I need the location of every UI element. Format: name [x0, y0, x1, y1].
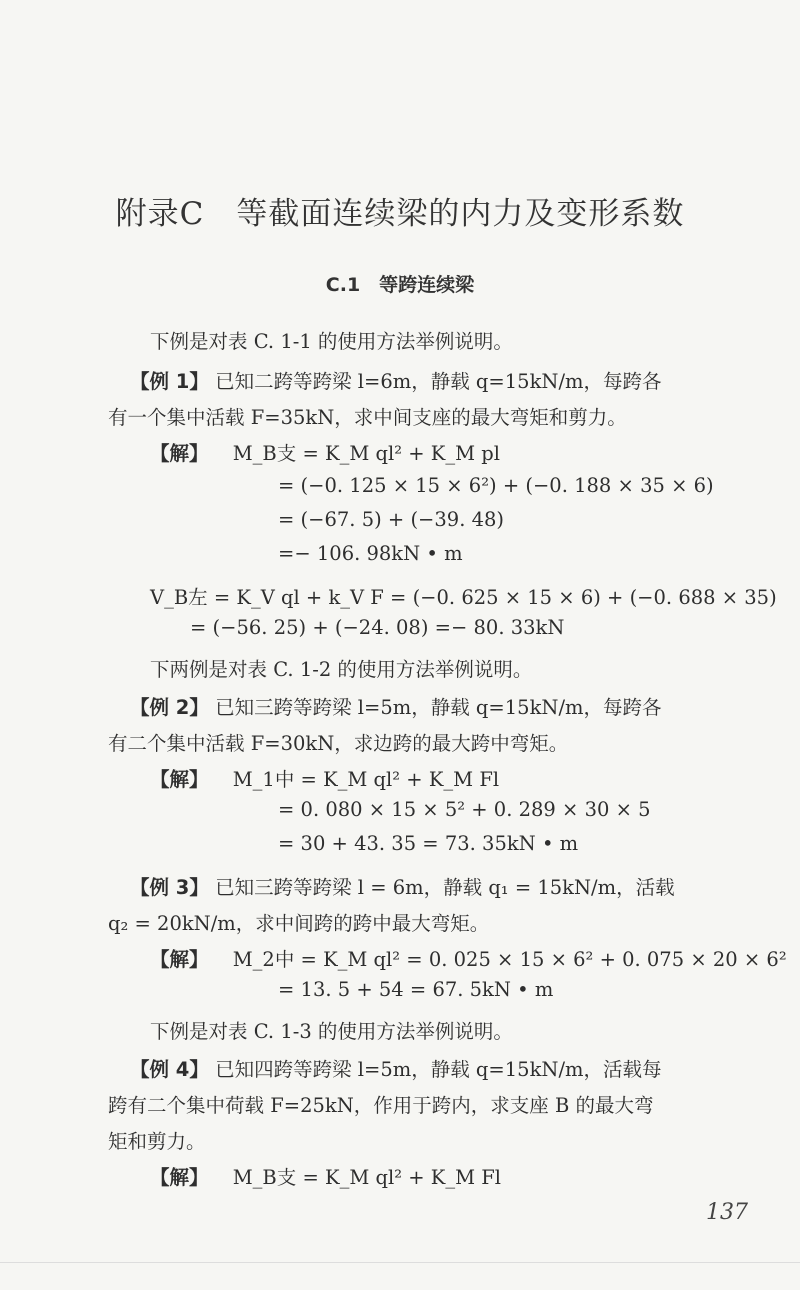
example-2-label: 【例 2】 [130, 696, 209, 719]
intro-paragraph-3: 下例是对表 C. 1-3 的使用方法举例说明。 [150, 1020, 513, 1043]
example-3-formula-2: = 13. 5 + 54 = 67. 5kN • m [278, 978, 554, 1001]
example-4-text-3: 矩和剪力。 [108, 1130, 206, 1153]
example-1-text-1: 已知二跨等跨梁 l=6m，静载 q=15kN/m，每跨各 [215, 370, 662, 393]
example-1-solution-line-1 [150, 438, 500, 466]
example-1-solution-label: 【解】 [150, 442, 209, 465]
example-3-formula-1: M_2中 = K_M ql² = 0. 025 × 15 × 6² + 0. 075 × 20 × 6² [232, 948, 787, 971]
example-4-solution-label: 【解】 [150, 1166, 209, 1189]
example-4-formula-1: M_B支 = K_M ql² + K_M Fl [232, 1166, 502, 1189]
example-1-formula-3: = (−67. 5) + (−39. 48) [278, 508, 505, 531]
example-1-formula-2: = (−0. 125 × 15 × 6²) + (−0. 188 × 35 × 6) [278, 474, 714, 497]
example-2-formula-1: M_1中 = K_M ql² + K_M Fl [232, 768, 500, 791]
example-4-label: 【例 4】 [130, 1058, 209, 1081]
example-3-solution-line-1 [150, 944, 787, 972]
example-3-line-1 [130, 872, 675, 900]
section-heading: C.1 等跨连续梁 [325, 274, 475, 296]
page-number: 137 [706, 1200, 748, 1225]
example-1-line-1 [130, 366, 662, 394]
example-3-solution-label: 【解】 [150, 948, 209, 971]
example-2-text-2: 有二个集中活载 F=30kN，求边跨的最大跨中弯矩。 [108, 732, 569, 755]
example-4-solution-line-1 [150, 1162, 501, 1190]
example-1-formula-6: = (−56. 25) + (−24. 08) =− 80. 33kN [190, 616, 565, 639]
example-2-solution-label: 【解】 [150, 768, 209, 791]
example-2-solution-line-1 [150, 764, 499, 792]
example-2-formula-3: = 30 + 43. 35 = 73. 35kN • m [278, 832, 579, 855]
example-2-line-1 [130, 692, 662, 720]
example-1-text-2: 有一个集中活载 F=35kN，求中间支座的最大弯矩和剪力。 [108, 406, 627, 429]
example-4-line-1 [130, 1054, 662, 1082]
example-2-text-1: 已知三跨等跨梁 l=5m，静载 q=15kN/m，每跨各 [215, 696, 662, 719]
example-3-text-1: 已知三跨等跨梁 l = 6m，静载 q₁ = 15kN/m，活载 [215, 876, 675, 899]
example-1-formula-1: M_B支 = K_M ql² + K_M pl [232, 442, 500, 465]
example-1-formula-5: V_B左 = K_V ql + k_V F = (−0. 625 × 15 × 6) + (−0. 688 × 35) [150, 586, 777, 609]
example-4-text-1: 已知四跨等跨梁 l=5m，静载 q=15kN/m，活载每 [215, 1058, 662, 1081]
example-1-label: 【例 1】 [130, 370, 209, 393]
intro-paragraph-2: 下两例是对表 C. 1-2 的使用方法举例说明。 [150, 658, 533, 681]
example-3-label: 【例 3】 [130, 876, 209, 899]
intro-paragraph-1: 下例是对表 C. 1-1 的使用方法举例说明。 [150, 330, 513, 353]
bottom-divider [0, 1262, 800, 1263]
example-1-formula-4: =− 106. 98kN • m [278, 542, 463, 565]
example-4-text-2: 跨有二个集中荷载 F=25kN，作用于跨内，求支座 B 的最大弯 [108, 1094, 654, 1117]
page-title: 附录C 等截面连续梁的内力及变形系数 [115, 196, 685, 232]
example-3-text-2: q₂ = 20kN/m，求中间跨的跨中最大弯矩。 [108, 912, 490, 935]
example-2-formula-2: = 0. 080 × 15 × 5² + 0. 289 × 30 × 5 [278, 798, 651, 821]
